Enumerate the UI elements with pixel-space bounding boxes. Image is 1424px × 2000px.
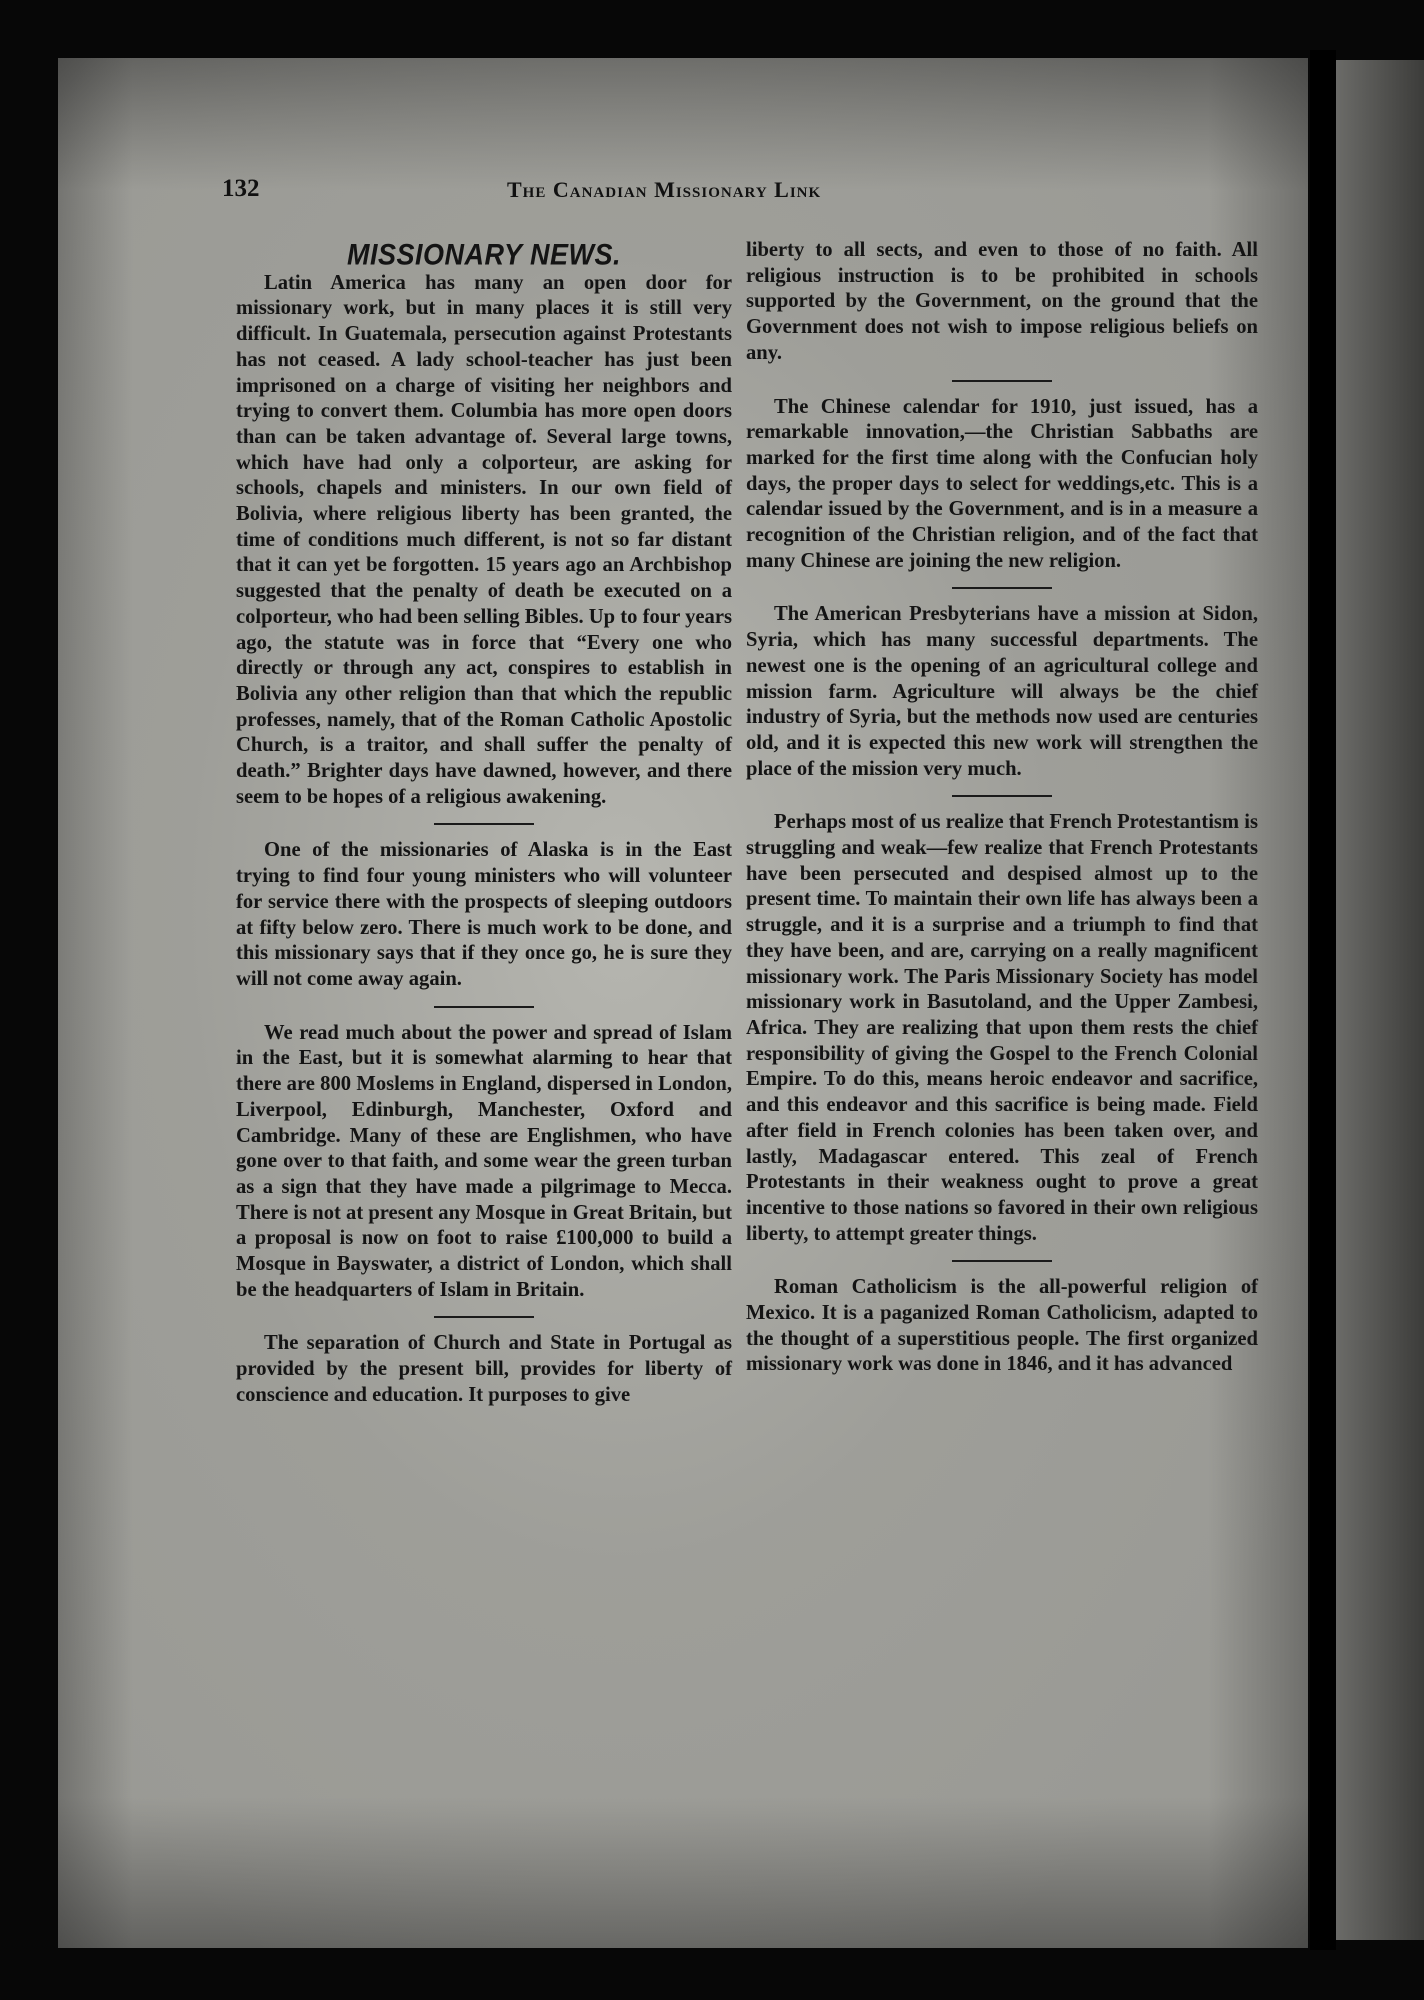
article-french-protestantism: Perhaps most of us realize that French Protestantism is struggling and weak—few realize that French Protestants have been persecuted and despised almost up to the present time. To maintain their own life has always been a struggle, and it is a surprise and a triumph to find that they have been, and are, carrying on a really magnificent missionary work. The Paris Missionary Society has model missionary work in Basutoland, and the Upper Zambesi, Africa. They are realizing that upon them rests the chief responsibility of giving the Gospel to the French Colonial Empire. To do this, means heroic endeavor and sacrifice, and this endeavor and this sacrifice is being made. Field after field in French colonies has been taken over, and lastly, Madagascar entered. This zeal of French Protestants in their weakness ought to prove a great incentive to those nations so favored in their own religious liberty, to attempt greater things. bbox=[746, 811, 1258, 1245]
running-head bbox=[222, 175, 962, 211]
separator-rule bbox=[434, 1316, 534, 1318]
article-portugal: The separation of Church and State in Portugal as provided by the present bill, provides for liberty of conscience and education. It purposes to give bbox=[236, 1332, 732, 1406]
article-mexico: Roman Catholicism is the all-powerful religion of Mexico. It is a paganized Roman Catholicism, adapted to the thought of a superstitious people. The first organized missionary work was done in 1846, and it has advanced bbox=[746, 1276, 1258, 1376]
journal-title: The Canadian Missionary Link bbox=[507, 177, 822, 202]
article-chinese-calendar: The Chinese calendar for 1910, just issued, has a remarkable innovation,—the Christian Sabbaths are marked for the first time along with the Confucian holy days, the proper days to select for weddings,etc. This is a calendar issued by the Government, and is in a measure a recognition of the Christian religion, and of the fact that many Chinese are joining the new religion. bbox=[746, 395, 1258, 572]
article-portugal-continued: liberty to all sects, and even to those of no faith. All religious instruction is to be prohibited in schools supported by the Government, on the ground that the Government does not wish to impose religious beliefs on any. bbox=[746, 239, 1258, 364]
right-column bbox=[746, 238, 1258, 1378]
article-islam-england: We read much about the power and spread of Islam in the East, but it is somewhat alarming to hear that there are 800 Moslems in England, dispersed in London, Liverpool, Edinburgh, Manchester, Oxford and Cambridge. Many of these are Englishmen, who have gone over to that faith, and some wear the green turban as a sign that they have made a pilgrimage to Mecca. There is not at present any Mosque in Great Britain, but a proposal is now on foot to raise £100,000 to build a Mosque in Bayswater, a district of London, which shall be the headquarters of Islam in Britain. bbox=[236, 1021, 732, 1301]
binding-gutter bbox=[1310, 50, 1336, 1950]
separator-rule bbox=[434, 823, 534, 825]
adjacent-page-edge bbox=[1336, 60, 1424, 1940]
left-column bbox=[236, 238, 732, 1409]
page-number: 132 bbox=[222, 175, 260, 202]
article-alaska: One of the missionaries of Alaska is in the East trying to find four young ministers who will volunteer for service there with the prospects of sleeping outdoors at fifty below zero. There is much work to be done, and this missionary says that if they once go, he is sure they will not come away again. bbox=[236, 839, 732, 990]
article-latin-america: Latin America has many an open door for missionary work, but in many places it is still very difficult. In Guatemala, persecution against Protestants has not ceased. A lady school-teacher has just been imprisoned on a charge of visiting her neighbors and trying to convert them. Columbia has more open doors than can be taken advantage of. Several large towns, which have had only a colporteur, are asking for schools, chapels and ministers. In our own field of Bolivia, where religious liberty has been granted, the time of conditions much different, is not so far distant that it can yet be forgotten. 15 years ago an Archbishop suggested that the penalty of death be executed on a colporteur, who had been selling Bibles. Up to four years ago, the statute was in force that “Every one who directly or through any act, conspires to establish in Bolivia any other religion than that which the republic professes, namely, that of the Roman Catholic Apostolic Church, is a traitor, and shall suffer the penalty of death.” Brighter days have dawned, however, and there seem to be hopes of a religious awakening. bbox=[236, 271, 732, 808]
section-title: MISSIONARY NEWS. bbox=[346, 238, 622, 272]
separator-rule bbox=[952, 380, 1052, 382]
separator-rule bbox=[434, 1006, 534, 1008]
separator-rule bbox=[952, 587, 1052, 589]
separator-rule bbox=[952, 795, 1052, 797]
separator-rule bbox=[952, 1260, 1052, 1262]
article-syria-mission: The American Presbyterians have a mission at Sidon, Syria, which has many successful departments. The newest one is the opening of an agricultural college and mission farm. Agriculture will always be the chief industry of Syria, but the methods now used are centuries old, and it is expected this new work will strengthen the place of the mission very much. bbox=[746, 603, 1258, 780]
